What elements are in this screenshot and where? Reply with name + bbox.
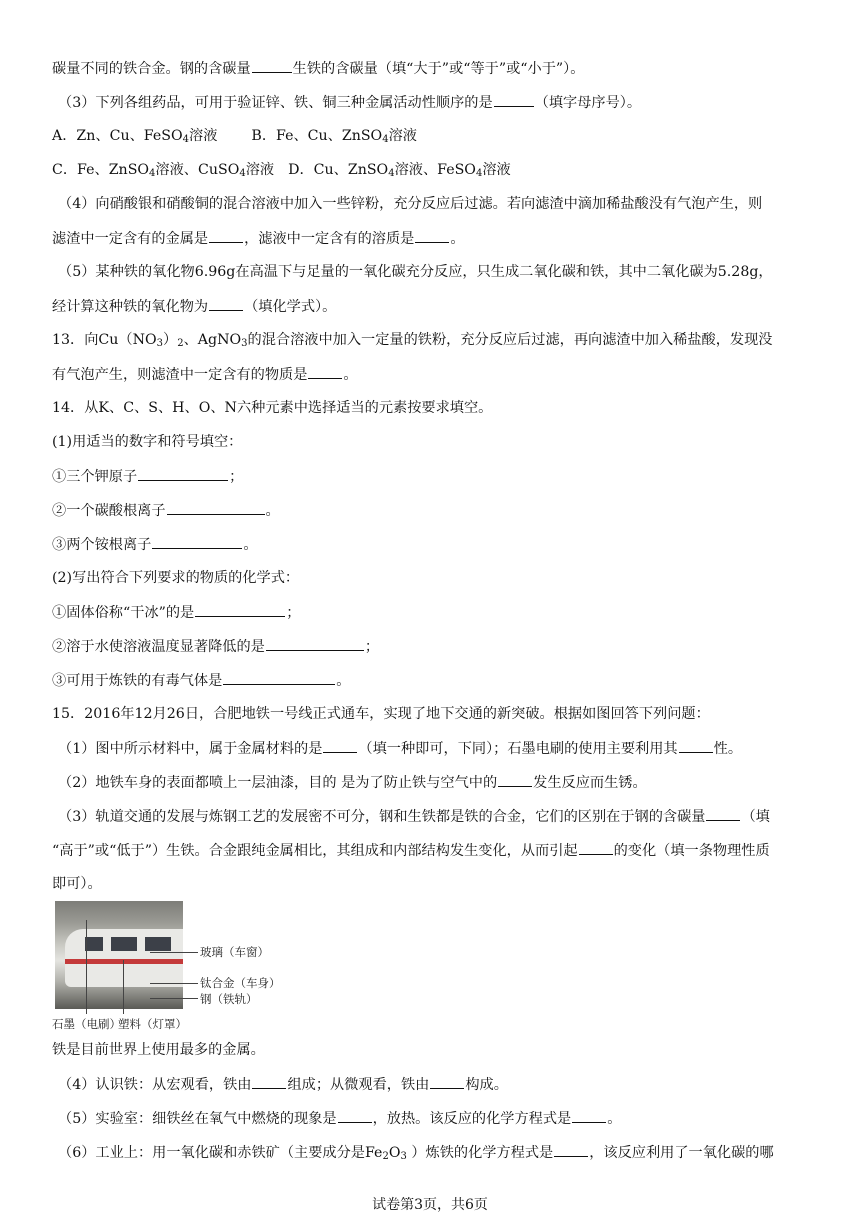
train-window <box>145 937 171 951</box>
text-line: （3）轨道交通的发展与炼钢工艺的发展密不可分，钢和生铁都是铁的合金，它们的区别在于钢的含碳量 （填 <box>58 806 820 827</box>
text-line: (1)用适当的数字和符号填空： <box>52 434 243 450</box>
leader-line <box>150 983 198 984</box>
text-line: 13．向$Cu(NO_3)_2$、AgNO$_3$的混合溶液中加入一定量的铁粉，充分反应后过滤，再向滤渣中加入稀盐酸，发现没 <box>52 332 773 349</box>
text-line: 碳量不同的铁合金。钢的含碳量 生铁的含碳量（填“大于”或“等于”或“小于”）。 <box>52 58 820 79</box>
page-footer: 试卷第3页，共6页 <box>372 1197 488 1213</box>
answer-blank[interactable] <box>195 602 285 617</box>
text-line: (2)写出符合下列要求的物质的化学式： <box>52 570 300 586</box>
figure-label-graphite: 石墨（电刷） <box>52 1017 121 1031</box>
text-line: ①固体俗称“干冰”的是 ； <box>52 602 820 623</box>
text-line: （4）认识铁：从宏观看，铁由 组成；从微观看，铁由 构成。 <box>58 1074 820 1095</box>
answer-blank[interactable] <box>415 228 449 243</box>
text-line: ③两个铵根离子 。 <box>52 534 820 555</box>
text-line: 15．2016年12月26日，合肥地铁一号线正式通车，实现了地下交通的新突破。根据如图回答下列问题： <box>52 706 710 722</box>
text-line: “高于”或“低于”）生铁。合金跟纯金属相比，其组成和内部结构发生变化，从而引起 的变化（填一条物理性质 <box>52 840 820 861</box>
text-line: （6）工业上：用一氧化碳和赤铁矿（主要成分是$Fe_2O_3$ ）炼铁的化学方程式是 ，该反应利用了一氧化碳的哪 <box>58 1142 820 1163</box>
answer-blank[interactable] <box>223 670 335 685</box>
text-line: （5）实验室：细铁丝在氧气中燃烧的现象是 ，放热。该反应的化学方程式是 。 <box>58 1108 820 1129</box>
text-line: ③可用于炼铁的有毒气体是 。 <box>52 670 820 691</box>
text-line: ①三个钾原子 ； <box>52 466 820 487</box>
train-window <box>85 937 103 951</box>
text-line: ②溶于水使溶液温度显著降低的是 ； <box>52 636 820 657</box>
subway-train-photo <box>55 901 183 1009</box>
answer-blank[interactable] <box>430 1074 464 1089</box>
text-line: 滤渣中一定含有的金属是 ，滤液中一定含有的溶质是 。 <box>52 228 820 249</box>
text-line: 有气泡产生，则滤渣中一定含有的物质是 。 <box>52 364 820 385</box>
leader-line <box>123 960 124 1014</box>
leader-line <box>150 952 198 953</box>
option-line: C．Fe、ZnSO$_4$溶液、CuSO$_4$溶液 D．Cu、ZnSO$_4$溶液、FeSO$_4$溶液 <box>52 162 511 179</box>
answer-blank[interactable] <box>152 534 242 549</box>
figure-label-titanium: 钛合金（车身） <box>200 976 281 990</box>
answer-blank[interactable] <box>266 636 364 651</box>
figure-label-glass: 玻璃（车窗） <box>200 945 269 959</box>
answer-blank[interactable] <box>323 738 357 753</box>
answer-blank[interactable] <box>252 1074 286 1089</box>
text-line: 即可）。 <box>52 876 102 892</box>
answer-blank[interactable] <box>209 296 243 311</box>
answer-blank[interactable] <box>554 1142 588 1157</box>
text-line: 14．从K、C、S、H、O、N六种元素中选择适当的元素按要求填空。 <box>52 400 493 416</box>
text-line: ②一个碳酸根离子 。 <box>52 500 820 521</box>
text-line: 铁是目前世界上使用最多的金属。 <box>52 1042 265 1058</box>
answer-blank[interactable] <box>679 738 713 753</box>
answer-blank[interactable] <box>706 806 740 821</box>
option-line: A．Zn、Cu、FeSO$_4$溶液 B．Fe、Cu、ZnSO$_4$溶液 <box>52 128 417 145</box>
answer-blank[interactable] <box>338 1108 372 1123</box>
text-line: 经计算这种铁的氧化物为 （填化学式）。 <box>52 296 820 317</box>
answer-blank[interactable] <box>572 1108 606 1123</box>
train-stripe <box>65 959 183 964</box>
answer-blank[interactable] <box>138 466 228 481</box>
text-line: （5）某种铁的氧化物6.96g在高温下与足量的一氧化碳充分反应，只生成二氧化碳和铁，其中二氧化碳为5.28g， <box>58 264 773 280</box>
train-window <box>111 937 137 951</box>
text-line: （1）图中所示材料中，属于金属材料的是 （填一种即可，下同）；石墨电刷的使用主要利用其 性。 <box>58 738 820 759</box>
leader-line <box>150 998 198 999</box>
text-line: （2）地铁车身的表面都喷上一层油漆，目的 是为了防止铁与空气中的 发生反应而生锈。 <box>58 772 820 793</box>
answer-blank[interactable] <box>209 228 243 243</box>
answer-blank[interactable] <box>252 58 292 73</box>
leader-line <box>86 920 87 1014</box>
text-line: （4）向硝酸银和硝酸铜的混合溶液中加入一些锌粉，充分反应后过滤。若向滤渣中滴加稀盐酸没有气泡产生，则 <box>58 196 763 212</box>
figure-label-plastic: 塑料（灯罩） <box>118 1017 187 1031</box>
text-line: （3）下列各组药品，可用于验证锌、铁、铜三种金属活动性顺序的是 （填字母序号）。 <box>58 92 820 113</box>
answer-blank[interactable] <box>498 772 532 787</box>
answer-blank[interactable] <box>494 92 534 107</box>
answer-blank[interactable] <box>167 500 265 515</box>
answer-blank[interactable] <box>579 840 613 855</box>
answer-blank[interactable] <box>308 364 342 379</box>
figure-label-steel: 钢（铁轨） <box>200 992 258 1006</box>
